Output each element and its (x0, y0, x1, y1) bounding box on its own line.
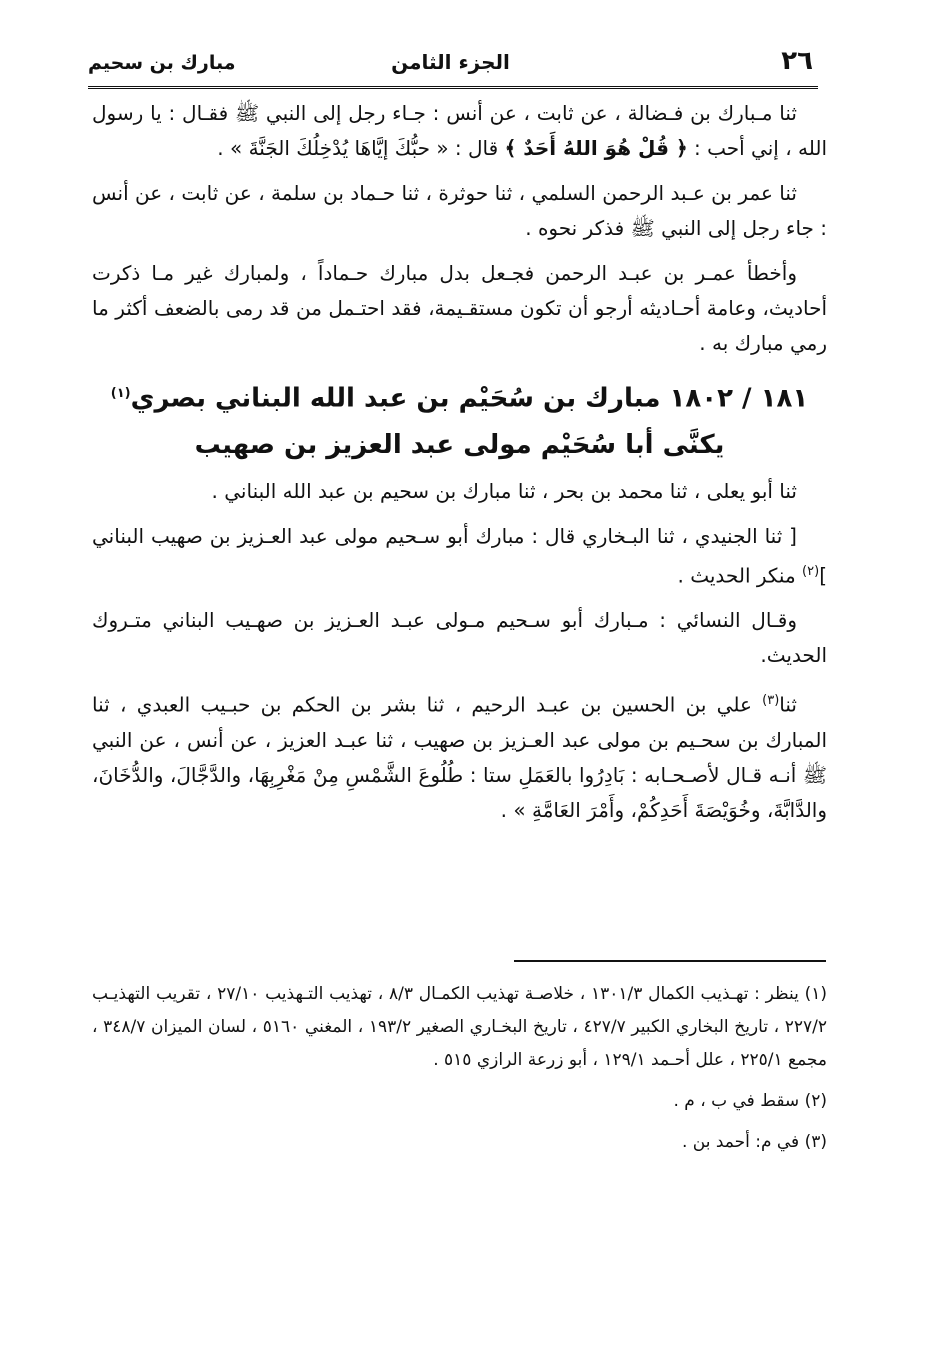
footnote: (٢) سقط في ب ، م . (673, 1091, 827, 1111)
footnote-ref: (٣) (762, 693, 780, 709)
paragraph (92, 683, 827, 828)
paragraph: وأخطأ عمـر بن عبـد الرحمن فجـعل بدل مبارك حـماداً ، ولمبارك غير مـا ذكرت أحاديث، وعامة أحـاديثه أرجو أن تكون مستقـيمة، فقد احتـمل من قد رمى بالضعف أكثر ما رمي مبارك به . (92, 261, 827, 355)
entry-heading-line: يكنَّى أبا سُحَيْم مولى عبد العزيز بن صهيب (194, 429, 725, 460)
paragraph-text: [ ثنا الجنيدي ، ثنا البـخاري قال : مبارك أبو سـحيم مولى عبد العـزيز بن صهيب البناني ] (92, 523, 827, 588)
header-rule (88, 86, 818, 89)
entry-heading (92, 371, 827, 468)
paragraph (92, 96, 827, 166)
page-number: ٢٦ (781, 46, 813, 76)
paragraph: ثنا عمر بن عـبد الرحمن السلمي ، ثنا حوثرة ، ثنا حـماد بن سلمة ، عن ثابت ، عن أنس : جاء رجل إلى النبي ﷺ فذكر نحوه . (92, 181, 827, 240)
footnote-ref: (٢) (802, 563, 820, 579)
paragraph-text: ثنا مـبارك بن فـضالة ، عن ثابت ، عن أنس : جـاء رجل إلى النبي ﷺ فقـال : يا رسول الله ، إني أحب : (92, 101, 827, 160)
paragraph (92, 519, 827, 594)
footnote-ref: (١) (110, 386, 131, 401)
quran-quote: ﴿ قُلْ هُوَ اللهُ أَحَدٌ ﴾ (504, 136, 688, 160)
paragraph-text: ثنا (779, 692, 797, 717)
footnote: (١) ينظر : تهـذيب الكمال ١٣٠١/٣ ، خلاصـة تهذيب الكمـال ٨/٣ ، تهذيب التـهذيب ٢٧/١٠ ، تقريب التهذيـب ٢٢٧/٢ ، تاريخ البخاري الكبير ٤٢٧/٧ ، تاريخ البخـاري الصغير ١٩٣/٢ ، المغني ٥١٦٠ ، لسان الميزان ٣٤٨/٧ ، مجمع ٢٢٥/١ ، علل أحـمد ١٢٩/١ ، أبو زرعة الرازي ٥١٥ . (92, 984, 828, 1070)
paragraph-text: قال : « حبُّكَ إيَّاهَا يُدْخِلُكَ الجَنَّةَ » . (217, 136, 505, 160)
footnote: (٣) في م: أحمد بن . (681, 1132, 827, 1152)
entry-heading-line (92, 371, 827, 422)
paragraph-text: علي بن الحسين بن عبـد الرحيم ، ثنا بشر بن الحكم بن حبـيب العبدي ، ثنا المبارك بن سحـيم بن مولى عبد العـزيز بن صهيب ، ثنا عبـد العزيز ، عن أنس ، عن النبي ﷺ أنـه قـال لأصـحـابه : بَادِرُوا بالعَمَلِ ستا : طُلُوعَ الشَّمْسِ مِنْ مَغْرِبِهَا، والدَّجَّالَ، والدُّخَانَ، والدَّابَّةَ، وخُوَيْصَةَ أَحَدِكُمْ، وأَمْرَ العَامَّةِ » . (92, 692, 827, 822)
main-text (92, 96, 827, 838)
entry-name: ١٨١ / ١٨٠٢ مبارك بن سُحَيْم بن عبد الله البناني بصري (130, 383, 809, 414)
paragraph-text: منكر الحديث . (677, 563, 803, 588)
footnotes (92, 978, 827, 1167)
page-header (88, 46, 813, 86)
footnote-separator (514, 960, 826, 962)
paragraph: وقـال النسائي : مـبارك أبو سـحيم مـولى عبـد العـزيز بن صهـيب البناني متـروك الحديث. (92, 608, 827, 668)
running-title: مبارك بن سحيم (88, 52, 236, 74)
part-title: الجزء الثامن (391, 50, 510, 74)
paragraph: ثنا أبو يعلى ، ثنا محمد بن بحر ، ثنا مبارك بن سحيم بن عبد الله البناني . (211, 478, 797, 503)
